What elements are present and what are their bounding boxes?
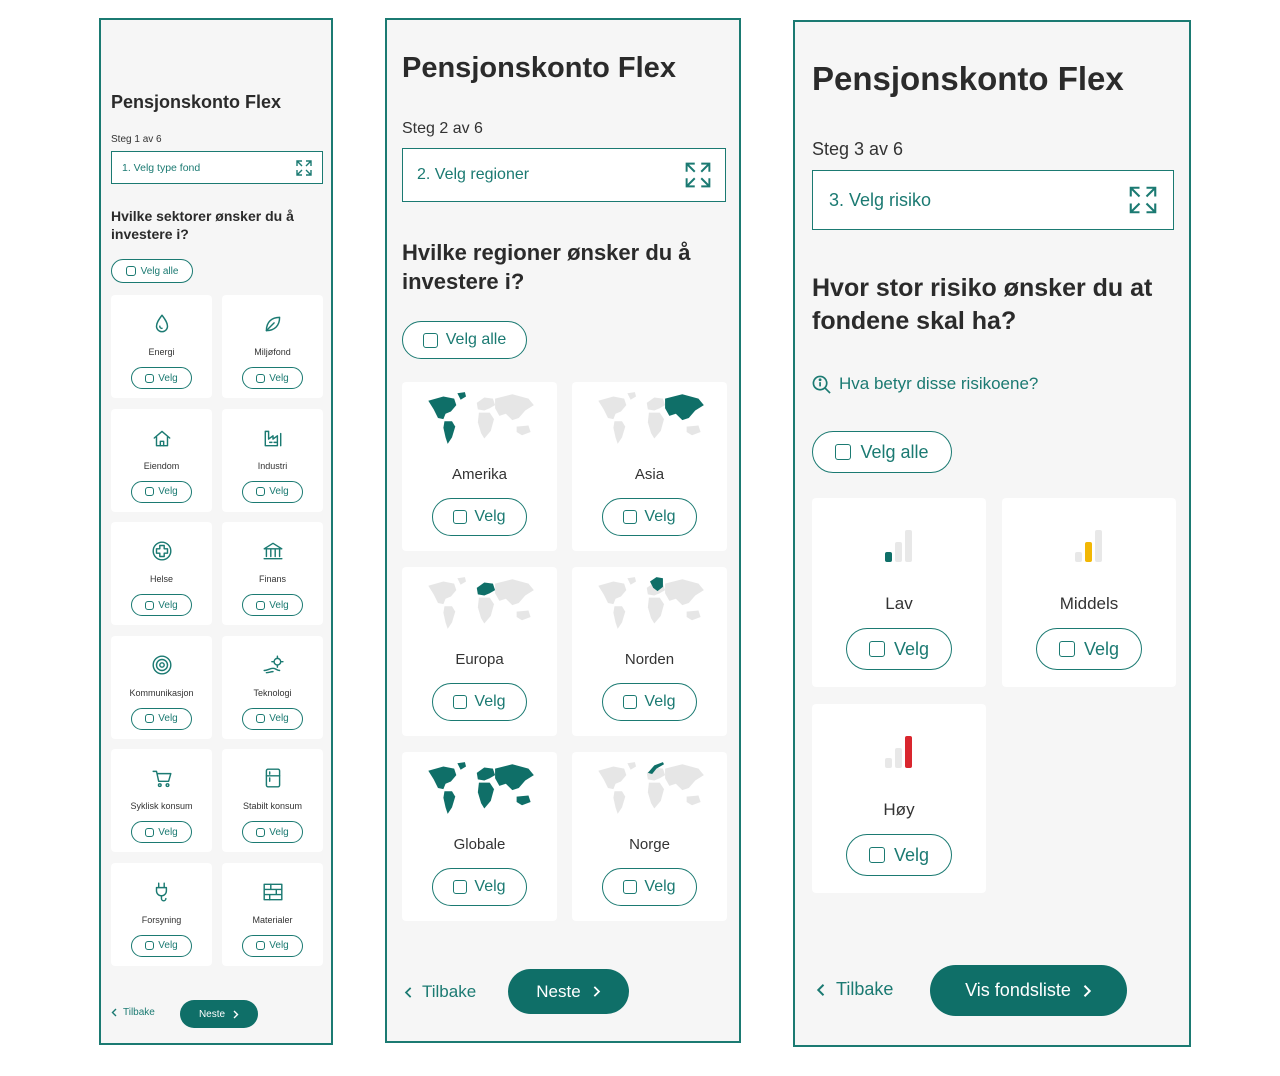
select-all-label: Velg alle (445, 331, 507, 348)
checkbox-icon (623, 880, 637, 894)
option-card[interactable] (111, 522, 212, 625)
risk-info-link[interactable] (812, 374, 1038, 394)
option-label: Europa (455, 651, 504, 668)
option-card[interactable] (402, 382, 557, 551)
bricks-icon (262, 881, 284, 903)
chevron-right-icon (593, 985, 601, 998)
checkbox-icon (423, 333, 438, 348)
page-title: Pensjonskonto Flex (812, 60, 1124, 97)
select-all-button[interactable] (402, 321, 527, 359)
checkbox-icon (145, 374, 154, 383)
select-option-label: Velg (1083, 638, 1120, 659)
option-label: Asia (634, 466, 665, 483)
risk-high-icon (883, 734, 915, 770)
select-option-label: Velg (644, 693, 676, 710)
option-label: Energi (148, 347, 175, 357)
step-selector-label: 1. Velg type fond (122, 161, 201, 174)
select-option-button[interactable] (432, 868, 527, 906)
select-option-label: Velg (269, 713, 289, 724)
back-label: Tilbake (123, 1007, 155, 1018)
checkbox-icon (256, 601, 265, 610)
checkbox-icon (453, 510, 467, 524)
expand-icon (685, 162, 711, 188)
map-norway-icon (588, 760, 712, 816)
option-card[interactable] (812, 704, 986, 893)
select-option-label: Velg (269, 372, 289, 384)
expand-icon (1129, 186, 1157, 214)
chevron-right-icon (1083, 984, 1092, 998)
option-card[interactable] (111, 409, 212, 512)
select-option-label: Velg (644, 878, 676, 895)
select-option-label: Velg (158, 486, 178, 497)
option-label: Forsyning (141, 914, 182, 925)
select-option-button[interactable] (242, 935, 303, 957)
select-option-label: Velg (158, 940, 178, 951)
option-label: Høy (883, 800, 915, 819)
select-option-button[interactable] (602, 868, 697, 906)
option-card[interactable] (222, 409, 323, 512)
checkbox-icon (623, 510, 637, 524)
step-selector[interactable] (402, 148, 726, 202)
option-label: Globale (453, 836, 506, 853)
select-option-button[interactable] (131, 821, 192, 843)
fridge-icon (262, 767, 284, 789)
select-option-label: Velg (474, 693, 506, 710)
checkbox-icon (126, 266, 136, 276)
next-label: Neste (536, 981, 581, 1001)
select-option-label: Velg (158, 372, 178, 384)
checkbox-icon (869, 641, 885, 657)
select-option-button[interactable] (242, 708, 303, 730)
map-nordics-icon (588, 575, 712, 631)
chevron-left-icon (404, 986, 412, 999)
health-icon (151, 540, 173, 562)
page-title: Pensjonskonto Flex (111, 92, 282, 112)
house-icon (151, 427, 173, 449)
step-label: Steg 3 av 6 (812, 139, 904, 159)
step-selector-label: 2. Velg regioner (417, 166, 530, 183)
next-label: Vis fondsliste (965, 980, 1071, 1000)
option-card[interactable] (572, 752, 727, 921)
screen-regions (385, 18, 741, 1043)
option-card[interactable] (111, 295, 212, 398)
checkbox-icon (869, 847, 885, 863)
option-card[interactable] (222, 522, 323, 625)
factory-icon (262, 427, 284, 449)
option-card[interactable] (222, 295, 323, 398)
select-option-button[interactable] (131, 481, 192, 503)
next-button[interactable] (180, 1000, 258, 1028)
checkbox-icon (145, 487, 154, 496)
checkbox-icon (256, 487, 265, 496)
step-selector[interactable] (111, 151, 323, 184)
select-option-button[interactable] (602, 683, 697, 721)
select-all-label: Velg alle (860, 441, 929, 462)
select-option-label: Velg (474, 878, 506, 895)
screen-risk (793, 20, 1191, 1047)
page-title: Pensjonskonto Flex (402, 52, 676, 84)
checkbox-icon (145, 941, 154, 950)
expand-icon (296, 160, 312, 176)
tech-icon (262, 654, 284, 676)
info-search-icon (812, 375, 831, 394)
select-all-label: Velg alle (140, 265, 179, 277)
option-label: Kommunikasjon (129, 687, 194, 698)
option-label: Miljøfond (254, 347, 291, 357)
select-option-button[interactable] (242, 821, 303, 843)
select-option-button[interactable] (602, 498, 697, 536)
option-card[interactable] (402, 752, 557, 921)
option-card[interactable] (402, 567, 557, 736)
select-option-label: Velg (158, 599, 178, 611)
select-option-label: Velg (269, 486, 289, 497)
leaf-icon (262, 313, 284, 335)
select-option-button[interactable] (432, 498, 527, 536)
option-label: Industri (257, 460, 288, 471)
map-global-icon (418, 760, 542, 816)
option-label: Helse (149, 574, 173, 584)
step-label: Steg 1 av 6 (111, 134, 162, 145)
chevron-right-icon (233, 1010, 239, 1019)
risk-low-icon (883, 528, 915, 564)
select-option-button[interactable] (131, 367, 192, 389)
select-option-button[interactable] (131, 594, 192, 616)
checkbox-icon (145, 601, 154, 610)
select-option-button[interactable] (131, 708, 192, 730)
signal-icon (151, 654, 173, 676)
drop-icon (151, 313, 173, 335)
risk-medium-icon (1073, 528, 1105, 564)
checkbox-icon (256, 828, 265, 837)
checkbox-icon (145, 714, 154, 723)
option-card[interactable] (111, 863, 212, 966)
checkbox-icon (453, 880, 467, 894)
select-option-label: Velg (269, 826, 289, 838)
option-label: Lav (885, 594, 913, 613)
option-card[interactable] (812, 498, 986, 687)
select-option-button[interactable] (131, 935, 192, 957)
select-option-label: Velg (269, 599, 289, 611)
option-card[interactable] (222, 863, 323, 966)
option-label: Materialer (252, 914, 293, 925)
checkbox-icon (835, 444, 851, 460)
option-card[interactable] (222, 749, 323, 852)
option-label: Syklisk konsum (130, 801, 193, 811)
option-label: Eiendom (143, 460, 180, 471)
checkbox-icon (256, 941, 265, 950)
map-europe-icon (418, 575, 542, 631)
select-option-label: Velg (893, 844, 930, 865)
checkbox-icon (623, 695, 637, 709)
back-button[interactable] (111, 1007, 155, 1018)
question-heading: Hvilke sektorer ønsker du å investere i? (111, 208, 294, 243)
option-label: Amerika (451, 466, 507, 483)
next-button[interactable] (930, 965, 1127, 1016)
option-card[interactable] (222, 636, 323, 739)
back-button[interactable] (404, 982, 476, 1002)
option-label: Middels (1059, 594, 1119, 613)
back-label: Tilbake (422, 982, 477, 1001)
select-all-button[interactable] (812, 431, 952, 473)
option-label: Norden (624, 651, 675, 668)
map-americas-icon (418, 390, 542, 446)
cart-icon (151, 767, 173, 789)
select-option-button[interactable] (846, 834, 952, 876)
option-label: Finans (258, 574, 286, 584)
chevron-left-icon (111, 1008, 117, 1017)
step-selector[interactable] (812, 170, 1174, 230)
option-card[interactable] (572, 382, 727, 551)
option-card[interactable] (111, 749, 212, 852)
back-label: Tilbake (836, 979, 894, 999)
select-option-button[interactable] (846, 628, 952, 670)
plug-icon (151, 881, 173, 903)
select-option-label: Velg (158, 713, 178, 724)
select-option-button[interactable] (242, 481, 303, 503)
select-option-label: Velg (644, 508, 676, 525)
select-option-button[interactable] (242, 594, 303, 616)
step-label: Steg 2 av 6 (402, 120, 483, 137)
question-heading: Hvor stor risiko ønsker du at fondene skal ha? (812, 274, 1153, 335)
select-option-label: Velg (269, 940, 289, 951)
option-card[interactable] (572, 567, 727, 736)
next-label: Neste (198, 1008, 226, 1020)
screen-sectors (99, 18, 333, 1045)
question-heading: Hvilke regioner ønsker du å investere i? (402, 240, 691, 295)
checkbox-icon (256, 714, 265, 723)
select-option-button[interactable] (242, 367, 303, 389)
bank-icon (262, 540, 284, 562)
option-label: Teknologi (253, 687, 292, 698)
option-label: Norge (629, 836, 670, 853)
select-option-button[interactable] (1036, 628, 1142, 670)
map-asia-icon (588, 390, 712, 446)
option-card[interactable] (1002, 498, 1176, 687)
select-option-button[interactable] (432, 683, 527, 721)
checkbox-icon (1059, 641, 1075, 657)
chevron-left-icon (816, 983, 825, 997)
select-option-label: Velg (893, 638, 930, 659)
risk-info-label: Hva betyr disse risikoene? (839, 374, 1039, 393)
checkbox-icon (145, 828, 154, 837)
select-all-button[interactable] (111, 259, 193, 283)
option-card[interactable] (111, 636, 212, 739)
checkbox-icon (453, 695, 467, 709)
next-button[interactable] (508, 969, 629, 1014)
select-option-label: Velg (158, 826, 178, 838)
checkbox-icon (256, 374, 265, 383)
back-button[interactable] (816, 979, 893, 1000)
step-selector-label: 3. Velg risiko (829, 189, 932, 210)
select-option-label: Velg (474, 508, 506, 525)
option-label: Stabilt konsum (242, 801, 303, 811)
